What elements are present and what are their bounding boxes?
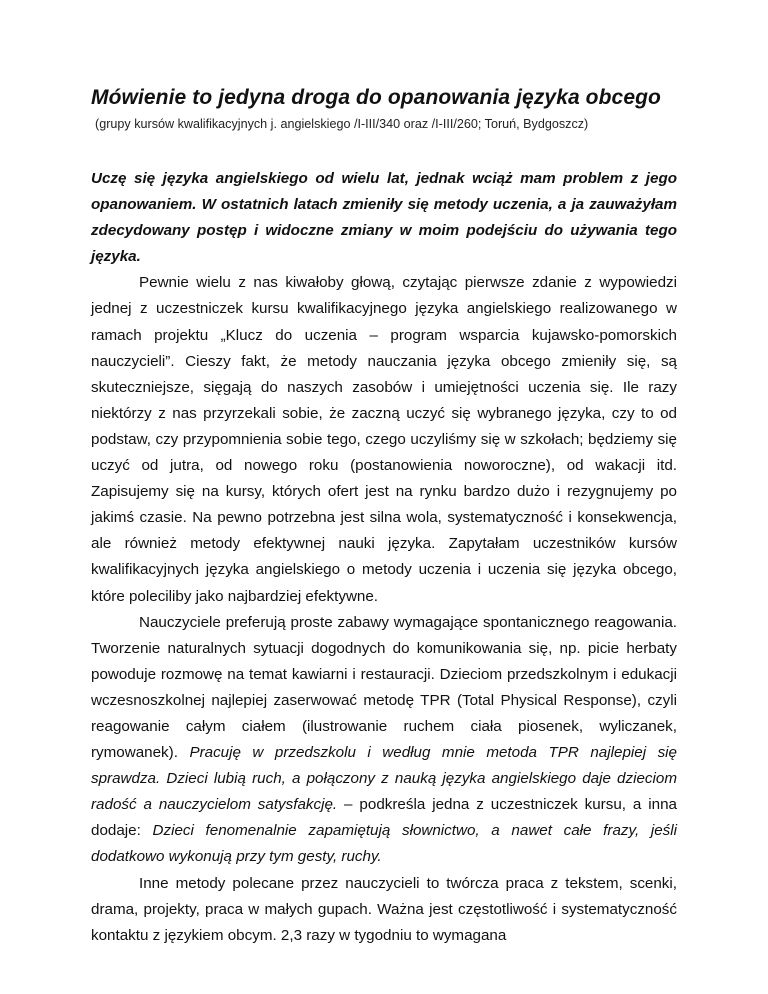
participant-quote-1: Pracuję w przedszkolu i według mnie metoda TPR najlepiej się sprawdza. Dzieci lubią ruch, a połączony z nauką języka angielskiego daje dzieciom radość a nauczycielom satysfakcję. (91, 744, 678, 814)
paragraph-2-text-2: – podkreśla jedna z uczestniczek kursu, a inna dodaje: (91, 796, 677, 840)
body-paragraph-2 (91, 610, 677, 871)
page-subtitle: (grupy kursów kwalifikacyjnych j. angielskiego /I-III/340 oraz /I-III/260; Toruń, Bydgoszcz) (95, 117, 589, 131)
page-title: Mówienie to jedyna droga do opanowania języka obcego (91, 86, 661, 109)
paragraph-2-text-1: Nauczyciele preferują proste zabawy wymagające spontanicznego reagowania. Tworzenie naturalnych sytuacji dogodnych do komunikowania się, np. picie herbaty powoduje rozmowę na temat kawiarni i restauracji. Dzieciom przedszkolnym i edukacji wczesnoszkolnej najlepiej zaserwować metodę TPR (Total Physical Response), czyli reagowanie całym ciałem (ilustrowanie ruchem ciała piosenek, wyliczanek, rymowanek). (91, 613, 677, 762)
body-paragraph-3: Inne metody polecane przez nauczycieli to twórcza praca z tekstem, scenki, drama, projekty, praca w małych gupach. Ważna jest częstotliwość i systematyczność kontaktu z językiem obcym. 2,3 razy w tygodniu to wymagana (91, 874, 677, 944)
body-paragraph-1: Pewnie wielu z nas kiwałoby głową, czytając pierwsze zdanie z wypowiedzi jednej z uczestniczek kursu kwalifikacyjnego języka angielskiego realizowanego w ramach projektu „Klucz do uczenia – program wsparcia kujawsko-pomorskich nauczycieli”. Cieszy fakt, że metody nauczania języka obcego zmieniły się, są skuteczniejsze, sięgają do naszych zasobów i umiejętności uczenia się. Ile razy niektórzy z nas przyrzekali sobie, że zaczną uczyć się wybranego języka, czy to od podstaw, czy przypomnienia sobie tego, czego uczyliśmy się w szkołach; będziemy się uczyć od jutra, od nowego roku (postanowienia noworoczne), od wakacji itd. Zapisujemy się na kursy, których ofert jest na rynku bardzo dużo i rezygnujemy po jakimś czasie. Na pewno potrzebna jest silna wola, systematyczność i konsekwencja, ale również metody efektywnej nauki języka. Zapytałam uczestników kursów kwalifikacyjnych języka angielskiego o metody uczenia i uczenia się języka obcego, które poleciliby jako najbardziej efektywne. (91, 274, 677, 605)
participant-quote-2: Dzieci fenomenalnie zapamiętują słownictwo, a nawet całe frazy, jeśli dodatkowo wykonują przy tym gesty, ruchy. (91, 822, 678, 866)
lead-quote: Uczę się języka angielskiego od wielu lat, jednak wciąż mam problem z jego opanowaniem. W ostatnich latach zmieniły się metody uczenia, a ja zauważyłam zdecydowany postęp i widoczne zmiany w moim podejściu do używania tego języka. (91, 170, 677, 266)
